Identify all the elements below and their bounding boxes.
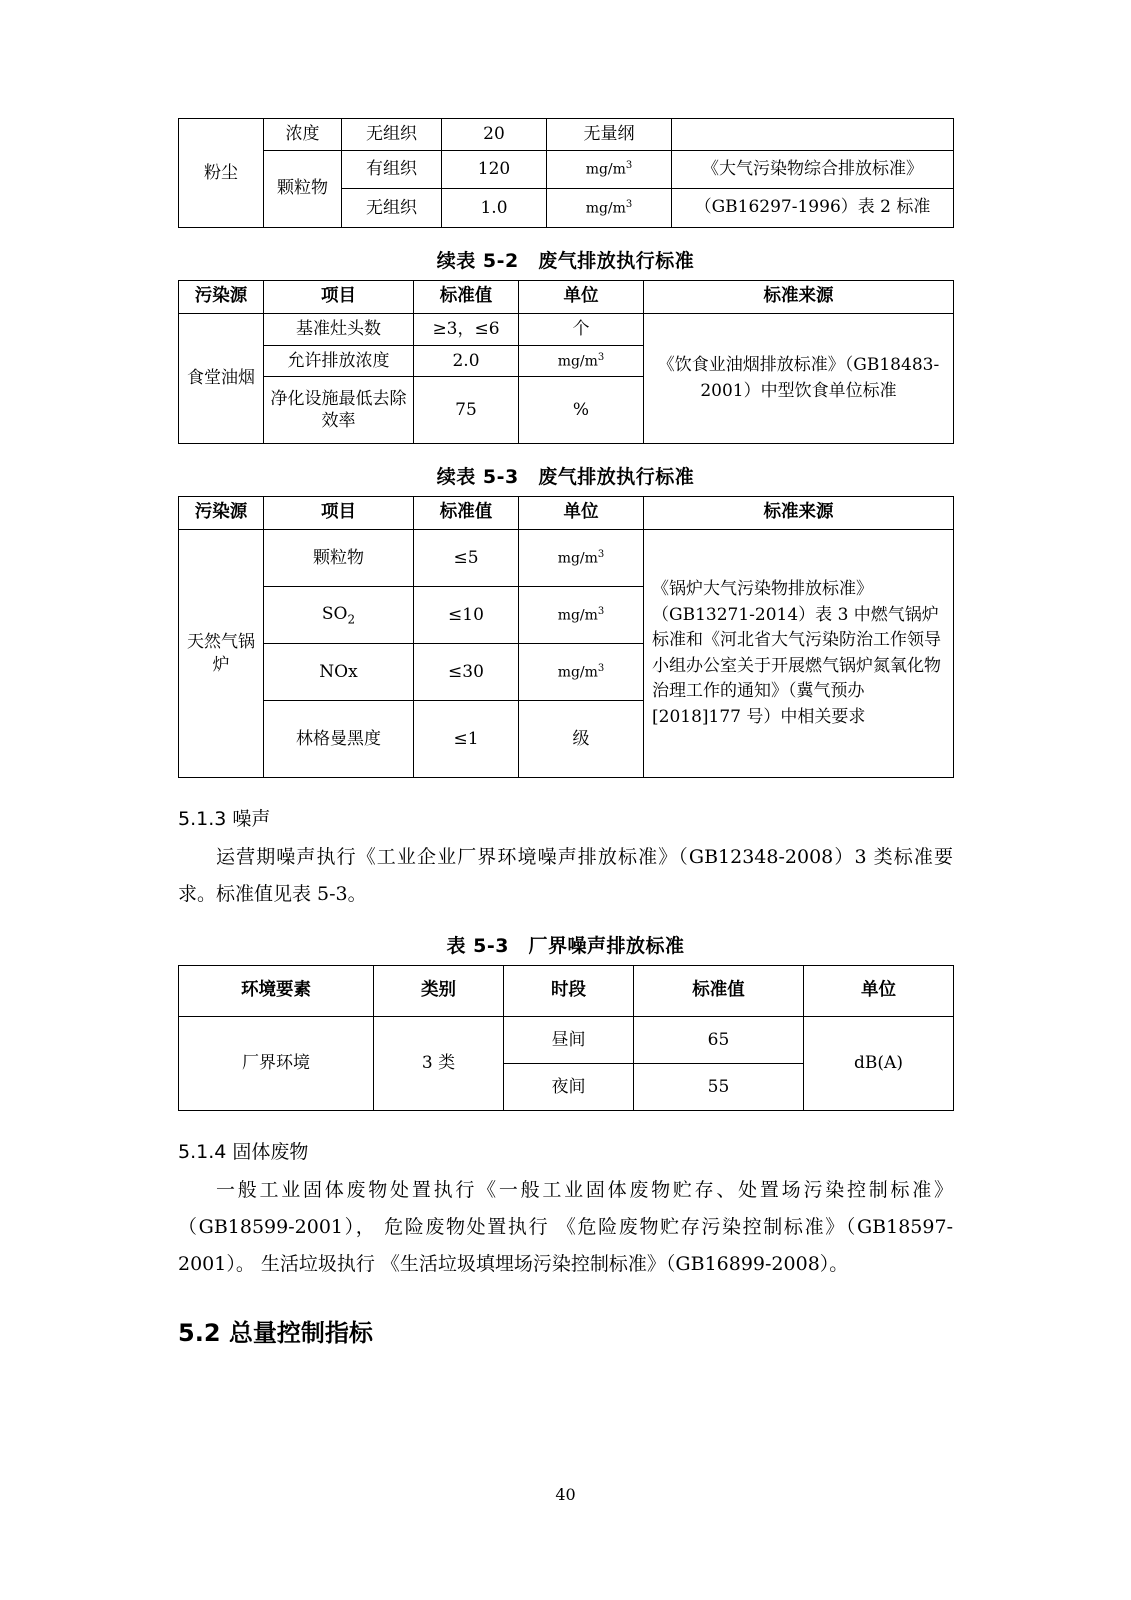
table-header-row bbox=[179, 966, 954, 1017]
cell-unit: $mg/m^3$ bbox=[519, 644, 644, 701]
cell-item: NOx bbox=[264, 644, 414, 701]
header-cell: 污染源 bbox=[179, 497, 264, 530]
table-row bbox=[179, 119, 954, 151]
cell-item: 浓度 bbox=[264, 119, 342, 151]
table-row bbox=[179, 530, 954, 587]
table-dust-continued bbox=[178, 118, 954, 228]
header-cell: 项目 bbox=[264, 280, 414, 313]
cell-unit: 级 bbox=[519, 701, 644, 778]
cell-item: 净化设施最低去除效率 bbox=[264, 377, 414, 444]
cell-type: 无组织 bbox=[342, 189, 442, 228]
section-heading-5-2: 5.2 总量控制指标 bbox=[178, 1319, 373, 1348]
cell-value: 1.0 bbox=[442, 189, 547, 228]
header-cell: 污染源 bbox=[179, 280, 264, 313]
cell-unit: $mg/m^3$ bbox=[547, 189, 672, 228]
header-cell: 标准值 bbox=[414, 280, 519, 313]
cell-value: 2.0 bbox=[414, 345, 519, 377]
cell-item: 颗粒物 bbox=[264, 150, 342, 227]
table-row bbox=[179, 1017, 954, 1064]
section-paragraph-5-1-4: 一般工业固体废物处置执行《一般工业固体废物贮存、处置场污染控制标准》（GB18599-2001）， 危险废物处置执行 《危险废物贮存污染控制标准》（GB18597-2001）。 生活垃圾执行 《生活垃圾填埋场污染控制标准》（GB16899-2008）。 bbox=[178, 1179, 953, 1276]
cell-unit: dB(A) bbox=[804, 1017, 954, 1111]
table-caption-noise: 表 5-3 厂界噪声排放标准 bbox=[446, 935, 685, 958]
section-heading-5-1-3: 5.1.3 噪声 bbox=[178, 808, 271, 831]
table-row bbox=[179, 313, 954, 345]
header-cell: 单位 bbox=[519, 497, 644, 530]
cell-unit: % bbox=[519, 377, 644, 444]
cell-source: 《大气污染物综合排放标准》 bbox=[672, 150, 954, 189]
cell-source: （GB16297-1996）表 2 标准 bbox=[672, 189, 954, 228]
cell-unit: $mg/m^3$ bbox=[519, 587, 644, 644]
cell-source bbox=[672, 119, 954, 151]
cell-pollutant: 天然气锅炉 bbox=[179, 530, 264, 778]
table-boundary-noise bbox=[178, 965, 954, 1111]
cell-unit: 无量纲 bbox=[547, 119, 672, 151]
cell-value: 65 bbox=[634, 1017, 804, 1064]
header-cell: 单位 bbox=[519, 280, 644, 313]
header-cell: 环境要素 bbox=[179, 966, 374, 1017]
cell-type: 无组织 bbox=[342, 119, 442, 151]
cell-item: $SO_2$ bbox=[264, 587, 414, 644]
table-caption-5-2: 续表 5-2 废气排放执行标准 bbox=[436, 249, 695, 272]
cell-source: 《锅炉大气污染物排放标准》（GB13271-2014）表 3 中燃气锅炉标准和《河北省大气污染防治工作领导小组办公室关于开展燃气锅炉氮氧化物治理工作的通知》（冀气预办[2018]177 号）中相关要求 bbox=[644, 530, 954, 778]
table-gas-boiler bbox=[178, 496, 954, 778]
cell-item: 林格曼黑度 bbox=[264, 701, 414, 778]
cell-category: 3 类 bbox=[374, 1017, 504, 1111]
cell-period: 昼间 bbox=[504, 1017, 634, 1064]
cell-unit: $mg/m^3$ bbox=[519, 530, 644, 587]
header-cell: 标准值 bbox=[634, 966, 804, 1017]
table-header-row bbox=[179, 280, 954, 313]
section-heading-5-1-4: 5.1.4 固体废物 bbox=[178, 1141, 309, 1164]
header-cell: 项目 bbox=[264, 497, 414, 530]
cell-item: 颗粒物 bbox=[264, 530, 414, 587]
cell-value: ≤1 bbox=[414, 701, 519, 778]
cell-value: ≤30 bbox=[414, 644, 519, 701]
cell-pollutant: 食堂油烟 bbox=[179, 313, 264, 444]
header-cell: 时段 bbox=[504, 966, 634, 1017]
cell-period: 夜间 bbox=[504, 1064, 634, 1111]
cell-value: ≥3，≤6 bbox=[414, 313, 519, 345]
cell-value: 75 bbox=[414, 377, 519, 444]
cell-element: 厂界环境 bbox=[179, 1017, 374, 1111]
cell-value: ≤10 bbox=[414, 587, 519, 644]
section-paragraph-5-1-3: 运营期噪声执行《工业企业厂界环境噪声排放标准》（GB12348-2008）3 类标准要求。标准值见表 5-3。 bbox=[178, 846, 953, 906]
cell-item: 允许排放浓度 bbox=[264, 345, 414, 377]
page-number: 40 bbox=[555, 1485, 576, 1504]
table-row bbox=[179, 150, 954, 189]
cell-value: 120 bbox=[442, 150, 547, 189]
cell-unit: 个 bbox=[519, 313, 644, 345]
header-cell: 标准来源 bbox=[644, 497, 954, 530]
cell-value: ≤5 bbox=[414, 530, 519, 587]
header-cell: 标准来源 bbox=[644, 280, 954, 313]
cell-item: 基准灶头数 bbox=[264, 313, 414, 345]
table-canteen-fume bbox=[178, 280, 954, 445]
header-cell: 标准值 bbox=[414, 497, 519, 530]
cell-source: 《饮食业油烟排放标准》（GB18483-2001）中型饮食单位标准 bbox=[644, 313, 954, 444]
cell-value: 55 bbox=[634, 1064, 804, 1111]
header-cell: 类别 bbox=[374, 966, 504, 1017]
table-header-row bbox=[179, 497, 954, 530]
cell-unit: $mg/m^3$ bbox=[519, 345, 644, 377]
header-cell: 单位 bbox=[804, 966, 954, 1017]
table-caption-5-3-cont: 续表 5-3 废气排放执行标准 bbox=[436, 466, 695, 489]
cell-unit: $mg/m^3$ bbox=[547, 150, 672, 189]
cell-pollutant: 粉尘 bbox=[179, 119, 264, 228]
cell-value: 20 bbox=[442, 119, 547, 151]
cell-type: 有组织 bbox=[342, 150, 442, 189]
